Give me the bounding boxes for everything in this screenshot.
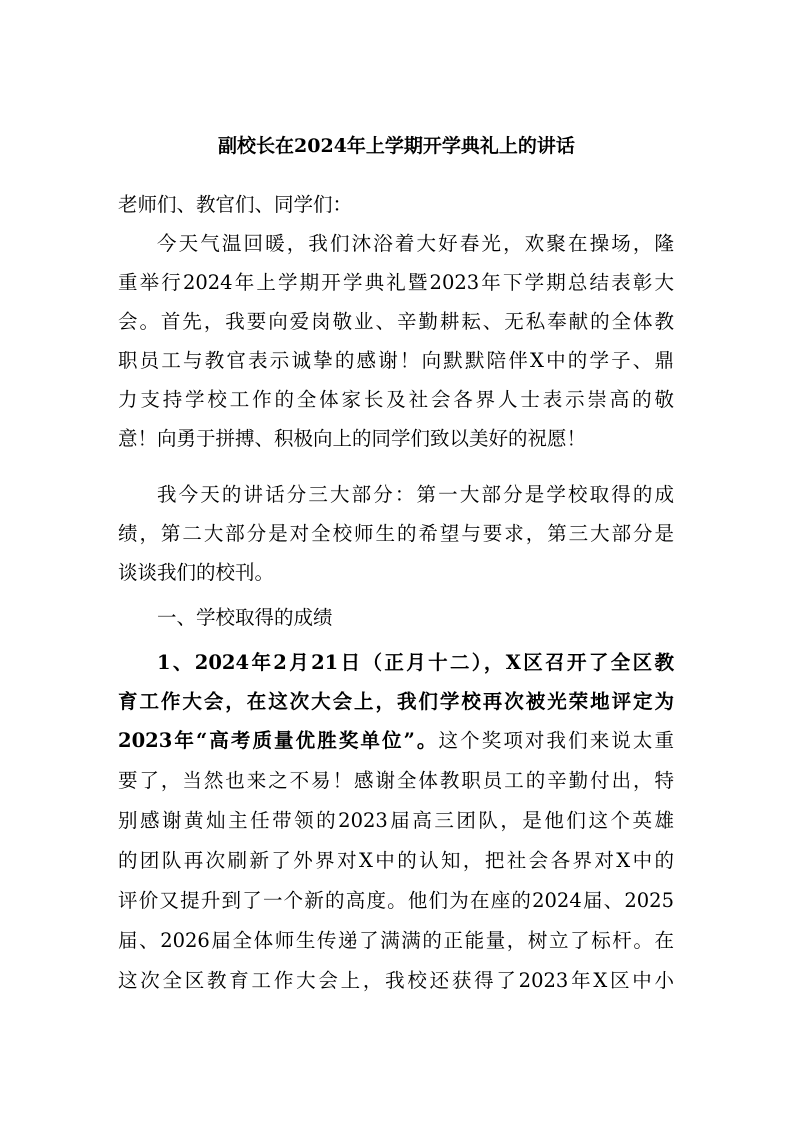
- paragraph-line: 职员工与教官表示诚挚的感谢！向默默陪伴X中的学子、鼎: [118, 349, 674, 372]
- paragraph-line: 今天气温回暖，我们沐浴着大好春光，欢聚在操场，隆: [157, 232, 674, 255]
- paragraph-line: 力支持学校工作的全体家长及社会各界人士表示崇高的敬: [118, 388, 674, 411]
- paragraph-line: 届、2026届全体师生传递了满满的正能量，树立了标杆。在: [118, 929, 674, 952]
- paragraph-bold-span: 2023年“高考质量优胜奖单位”。: [118, 729, 439, 752]
- paragraph-line: 这次全区教育工作大会上，我校还获得了2023年X区中小: [118, 969, 674, 992]
- paragraph-line: 我今天的讲话分三大部分：第一大部分是学校取得的成: [157, 483, 674, 506]
- paragraph-line: 的团队再次刷新了外界对X中的认知，把社会各界对X中的: [118, 849, 674, 872]
- paragraph-line-bold: 1、2024年2月21日（正月十二），X区召开了全区教: [157, 651, 674, 674]
- paragraph-line: 意！向勇于拼搏、积极向上的同学们致以美好的祝愿！: [118, 427, 587, 450]
- paragraph-line: 要了，当然也来之不易！感谢全体教职员工的辛勤付出，特: [118, 769, 674, 792]
- paragraph-line: 绩，第二大部分是对全校师生的希望与要求，第三大部分是: [118, 522, 674, 545]
- paragraph-line: 会。首先，我要向爱岗敬业、辛勤耕耘、无私奉献的全体教: [118, 310, 674, 333]
- paragraph-line: 别感谢黄灿主任带领的2023届高三团队，是他们这个英雄: [118, 809, 674, 832]
- greeting: 老师们、教官们、同学们：: [118, 193, 353, 216]
- paragraph-line: 评价又提升到了一个新的高度。他们为在座的2024届、2025: [118, 889, 674, 912]
- paragraph-normal-span: 这个奖项对我们来说太重: [438, 729, 674, 752]
- paragraph-line: 谈谈我们的校刊。: [118, 561, 275, 584]
- document-title: 副校长在2024年上学期开学典礼上的讲话: [218, 135, 575, 157]
- paragraph-line: 重举行2024年上学期开学典礼暨2023年下学期总结表彰大: [118, 271, 674, 294]
- paragraph-line-bold: 育工作大会，在这次大会上，我们学校再次被光荣地评定为: [118, 690, 674, 713]
- paragraph-line-mixed: [118, 726, 674, 756]
- section-heading: 一、学校取得的成绩: [157, 606, 333, 629]
